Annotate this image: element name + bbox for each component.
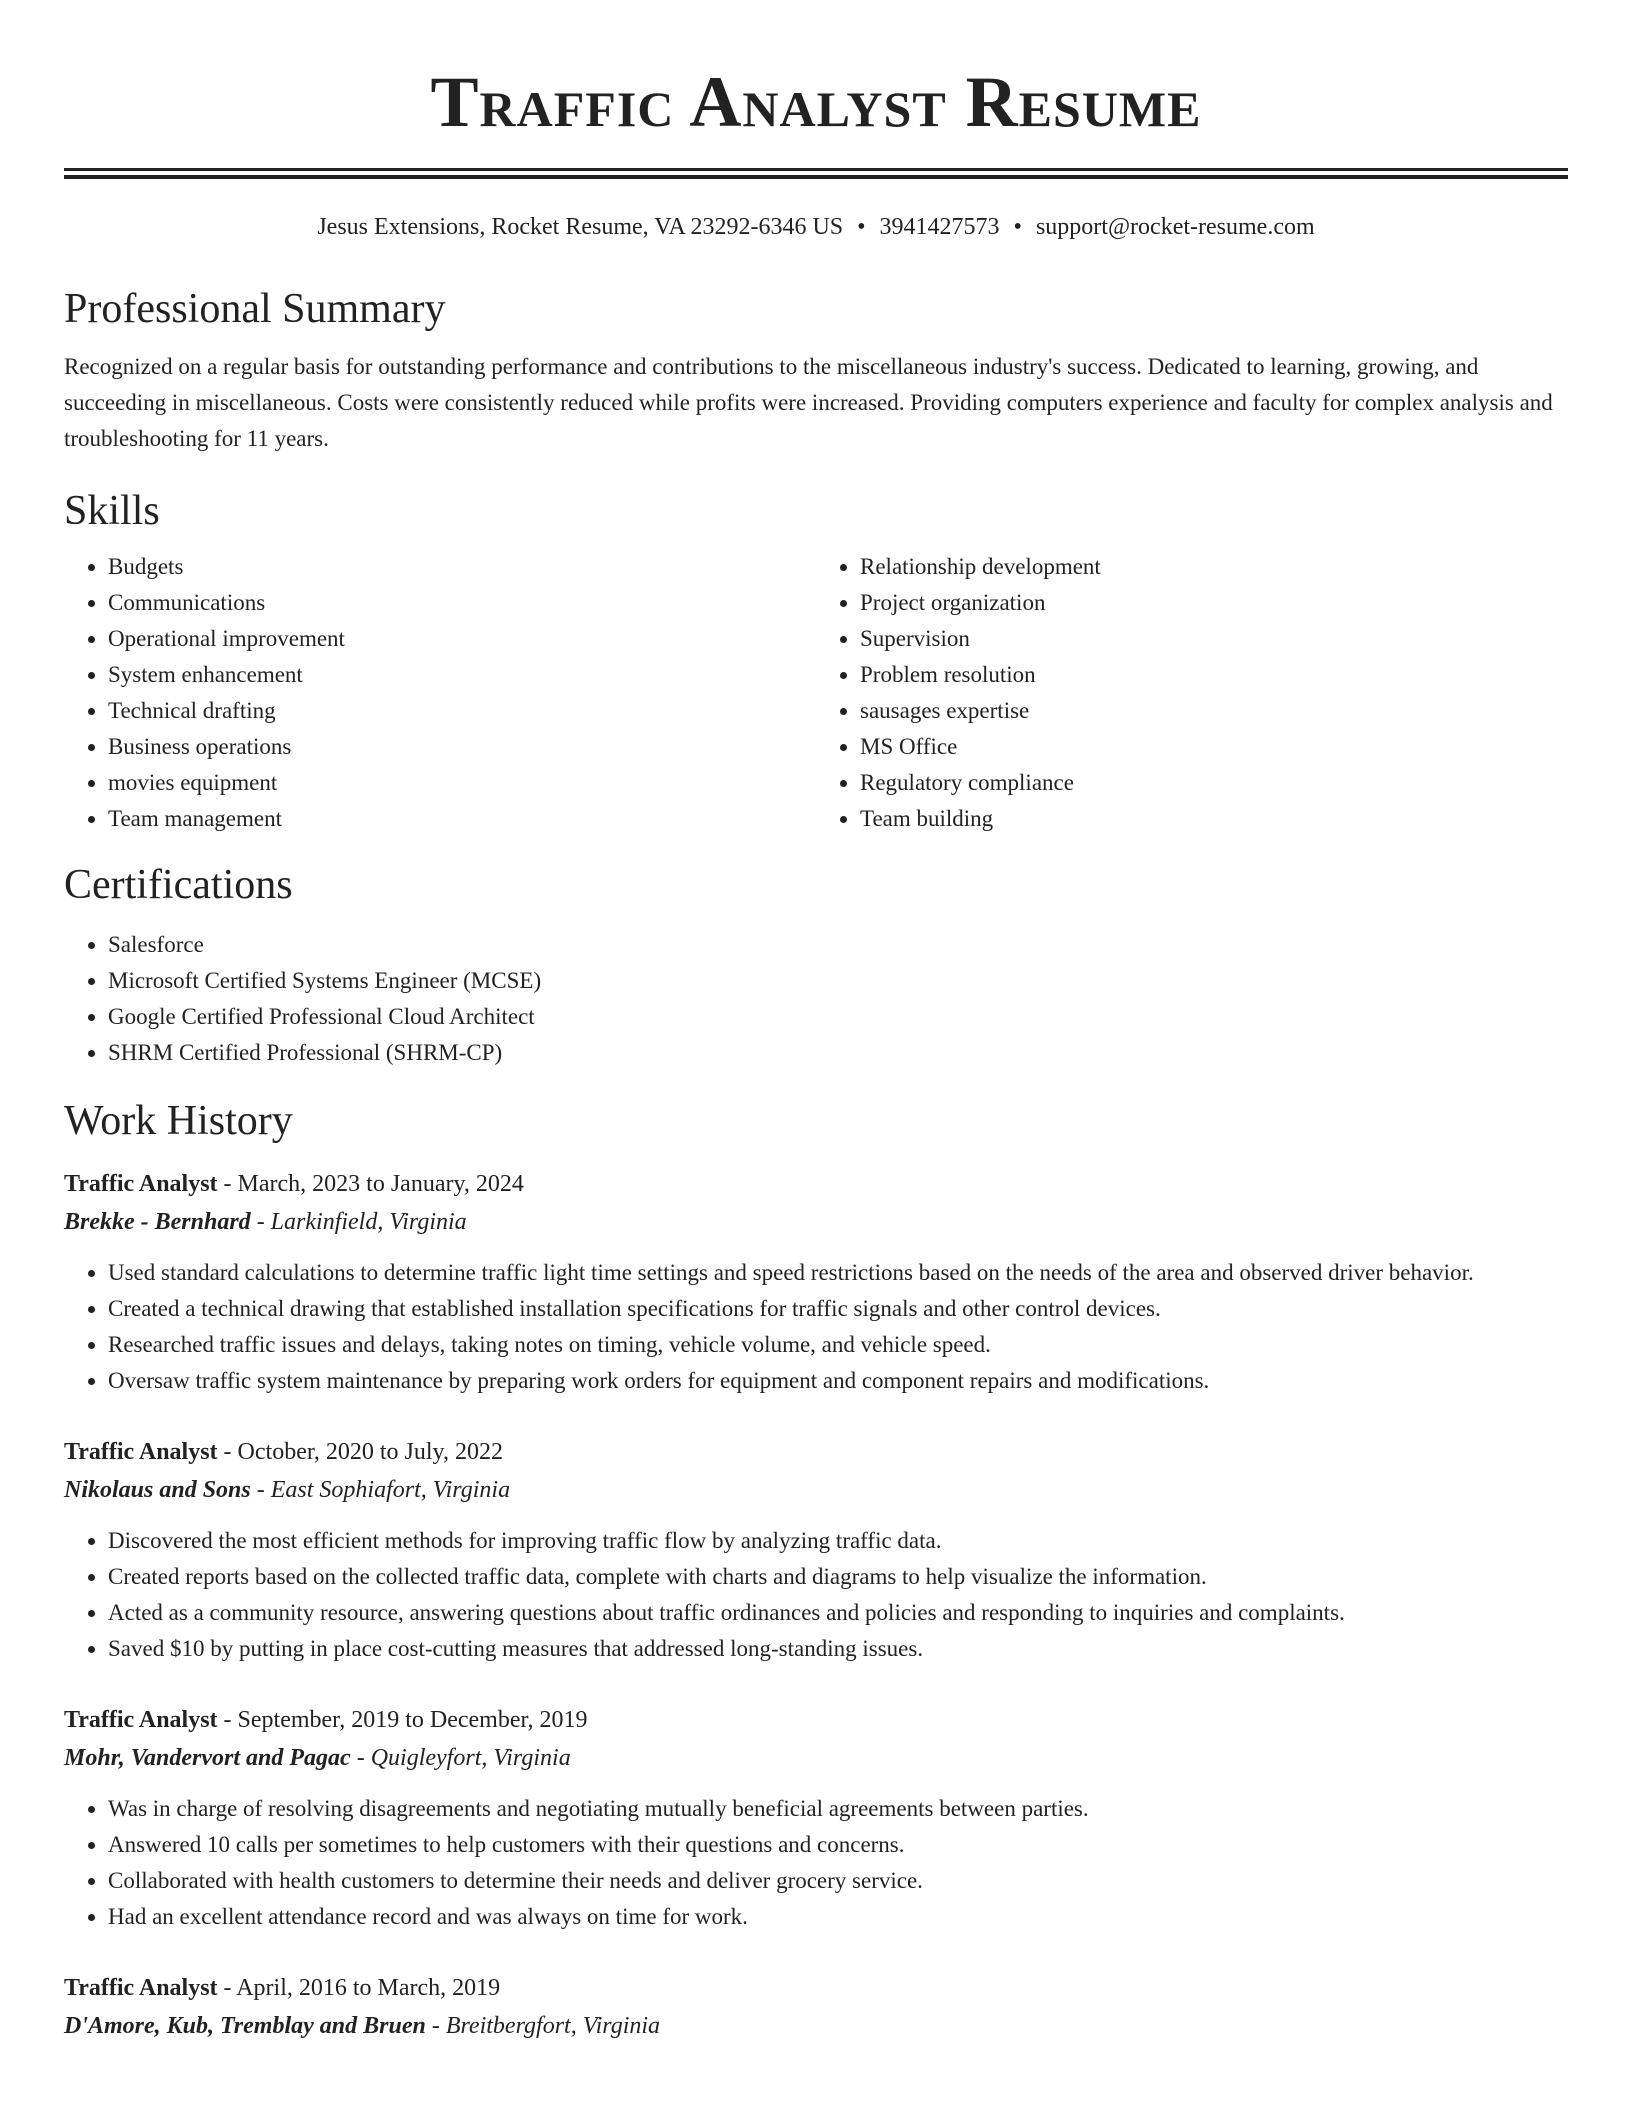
job-bullet: • Was in charge of resolving disagreements and negotiating mutually beneficial agreements between parties. [108,1791,1568,1827]
certification-item: • Microsoft Certified Systems Engineer (MCSE) [108,963,1568,999]
job-header [64,1969,1568,2007]
skills-left-list [64,549,816,837]
job-bullets [64,1523,1568,1667]
skill-item: • Relationship development [860,549,1568,585]
skill-item: • Regulatory compliance [860,765,1568,801]
job-dates: - September, 2019 to December, 2019 [217,1707,588,1733]
job-location: - East Sophiafort, Virginia [250,1477,511,1503]
contact-address: Jesus Extensions, Rocket Resume, VA 23292-6346 US [317,214,844,240]
job-bullet: • Oversaw traffic system maintenance by preparing work orders for equipment and component repairs and modifications. [108,1363,1568,1399]
job-company-line [64,1739,1568,1777]
job-entry [64,1701,1568,1935]
job-bullet: • Collaborated with health customers to determine their needs and deliver grocery service. [108,1863,1568,1899]
skill-item: • MS Office [860,729,1568,765]
job-bullet: • Saved $10 by putting in place cost-cutting measures that addressed long-standing issues. [108,1631,1568,1667]
job-bullet: • Used standard calculations to determine traffic light time settings and speed restrictions based on the needs of the area and observed driver behavior. [108,1255,1568,1291]
job-dates: - October, 2020 to July, 2022 [217,1439,503,1465]
job-title: Traffic Analyst [64,1707,218,1733]
job-dates: - March, 2023 to January, 2024 [217,1171,524,1197]
job-bullets [64,1791,1568,1935]
skill-item: • Budgets [108,549,816,585]
job-company: Mohr, Vandervort and Pagac [64,1745,351,1771]
job-bullet: • Answered 10 calls per sometimes to help customers with their questions and concerns. [108,1827,1568,1863]
job-bullets [64,1255,1568,1399]
job-location: - Breitbergfort, Virginia [425,2013,661,2039]
skills-columns [64,549,1568,837]
contact-separator: • [1013,214,1022,240]
job-company: Brekke - Bernhard [64,1209,251,1235]
job-bullet: • Created reports based on the collected traffic data, complete with charts and diagrams to help visualize the information. [108,1559,1568,1595]
job-title: Traffic Analyst [64,1439,218,1465]
certifications-list [64,927,1568,1071]
job-bullet: • Acted as a community resource, answering questions about traffic ordinances and policies and responding to inquiries and complaints. [108,1595,1568,1631]
certification-item: • Google Certified Professional Cloud Architect [108,999,1568,1035]
job-company: Nikolaus and Sons [64,1477,251,1503]
skill-item: • Problem resolution [860,657,1568,693]
resume-page [64,0,1568,2045]
contact-email: support@rocket-resume.com [1035,214,1315,240]
resume-title: Traffic Analyst Resume [430,62,1202,142]
skill-item: • Operational improvement [108,621,816,657]
work-history-heading: Work History [64,1098,293,1144]
skill-item: • Team building [860,801,1568,837]
job-bullet: • Researched traffic issues and delays, taking notes on timing, vehicle volume, and vehicle speed. [108,1327,1568,1363]
skill-item: • Team management [108,801,816,837]
job-company-line [64,2007,1568,2045]
certification-item: • Salesforce [108,927,1568,963]
job-title: Traffic Analyst [64,1975,218,2001]
job-company-line [64,1203,1568,1241]
job-bullet: • Had an excellent attendance record and was always on time for work. [108,1899,1568,1935]
job-company-line [64,1471,1568,1509]
job-dates: - April, 2016 to March, 2019 [217,1975,501,2001]
skills-heading: Skills [64,488,160,534]
skill-item: • Supervision [860,621,1568,657]
skill-item: • Project organization [860,585,1568,621]
job-entry [64,1433,1568,1667]
skill-item: • Technical drafting [108,693,816,729]
title-divider [64,168,1568,179]
job-bullet: • Created a technical drawing that established installation specifications for traffic signals and other control devices. [108,1291,1568,1327]
summary-text: Recognized on a regular basis for outstanding performance and contributions to the miscellaneous industry's success. Dedicated to learning, growing, and succeeding in miscellaneous. Costs were consistently reduced while profits were increased. Providing computers experience and faculty for complex analysis and troubleshooting for 11 years. [64,354,1553,451]
skill-item: • sausages expertise [860,693,1568,729]
skill-item: • Communications [108,585,816,621]
job-entry [64,1165,1568,1399]
job-title: Traffic Analyst [64,1171,218,1197]
job-location: - Quigleyfort, Virginia [350,1745,571,1771]
skills-right-list [816,549,1568,837]
job-location: - Larkinfield, Virginia [250,1209,467,1235]
skill-item: • Business operations [108,729,816,765]
contact-line [64,211,1568,243]
job-company: D'Amore, Kub, Tremblay and Bruen [64,2013,426,2039]
summary-heading: Professional Summary [64,286,446,332]
job-bullet: • Discovered the most efficient methods for improving traffic flow by analyzing traffic data. [108,1523,1568,1559]
contact-phone: 3941427573 [879,214,1000,240]
skill-item: • System enhancement [108,657,816,693]
job-header [64,1433,1568,1471]
skill-item: • movies equipment [108,765,816,801]
certifications-heading: Certifications [64,862,293,908]
job-entry [64,1969,1568,2045]
job-header [64,1165,1568,1203]
contact-separator: • [857,214,866,240]
job-header [64,1701,1568,1739]
certification-item: • SHRM Certified Professional (SHRM-CP) [108,1035,1568,1071]
